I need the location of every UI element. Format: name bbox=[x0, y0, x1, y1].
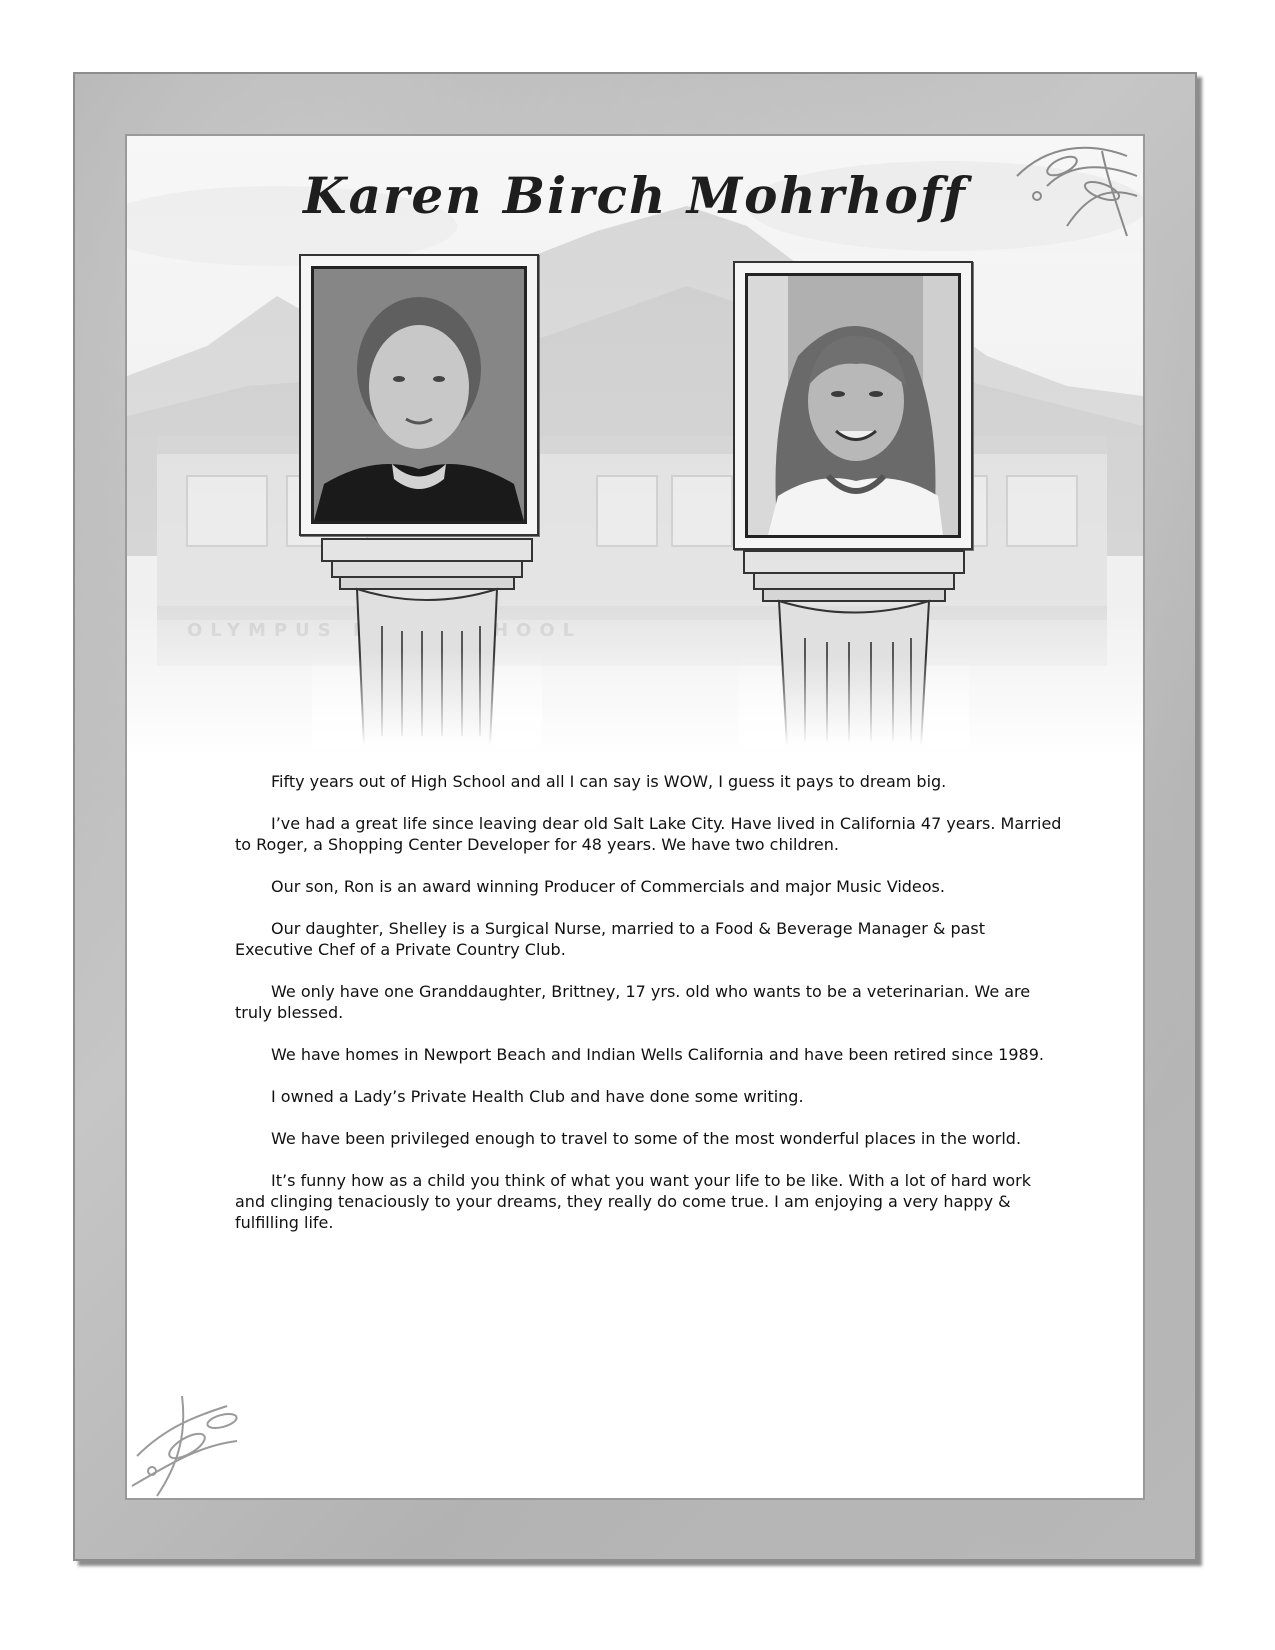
bio-paragraph: We have been privileged enough to travel to some of the most wonderful places in the world. bbox=[271, 1129, 1022, 1148]
page-border-frame bbox=[73, 72, 1197, 1561]
portrait-photo-icon bbox=[748, 276, 958, 535]
background-school-scene bbox=[127, 136, 1143, 756]
bio-paragraph: We only have one Granddaughter, Brittney, 17 yrs. old who wants to be a veterinarian. We are truly blessed. bbox=[235, 982, 1031, 1022]
bio-paragraph: Fifty years out of High School and all I can say is WOW, I guess it pays to dream big. bbox=[271, 772, 947, 791]
bio-paragraph: Our daughter, Shelley is a Surgical Nurse, married to a Food & Beverage Manager & past Executive Chef of a Private Country Club. bbox=[235, 919, 986, 959]
bio-paragraph: It’s funny how as a child you think of what you want your life to be like. With a lot of hard work and clinging tenaciously to your dreams, they really do come true. I am enjoying a very happy & fulfilling life. bbox=[235, 1171, 1031, 1232]
photo-frame-left bbox=[299, 254, 539, 536]
bio-paragraph: I owned a Lady’s Private Health Club and have done some writing. bbox=[271, 1087, 804, 1106]
pillar-left bbox=[312, 531, 542, 746]
pillar-right bbox=[739, 546, 969, 746]
photo-frame-right bbox=[733, 261, 973, 550]
biography-text bbox=[235, 771, 1065, 1254]
portrait-photo-icon bbox=[314, 269, 524, 521]
floral-ornament-icon bbox=[127, 1386, 267, 1498]
content-panel bbox=[125, 134, 1145, 1500]
bio-paragraph: We have homes in Newport Beach and Indian Wells California and have been retired since 1989. bbox=[271, 1045, 1044, 1064]
high-school-portrait bbox=[311, 266, 527, 524]
page-title: Karen Birch Mohrhoff bbox=[303, 166, 967, 225]
bio-paragraph: Our son, Ron is an award winning Producer of Commercials and major Music Videos. bbox=[271, 877, 945, 896]
current-portrait bbox=[745, 273, 961, 538]
bio-paragraph: I’ve had a great life since leaving dear old Salt Lake City. Have lived in California 47 years. Married to Roger, a Shopping Center Developer for 48 years. We have two children. bbox=[235, 814, 1062, 854]
